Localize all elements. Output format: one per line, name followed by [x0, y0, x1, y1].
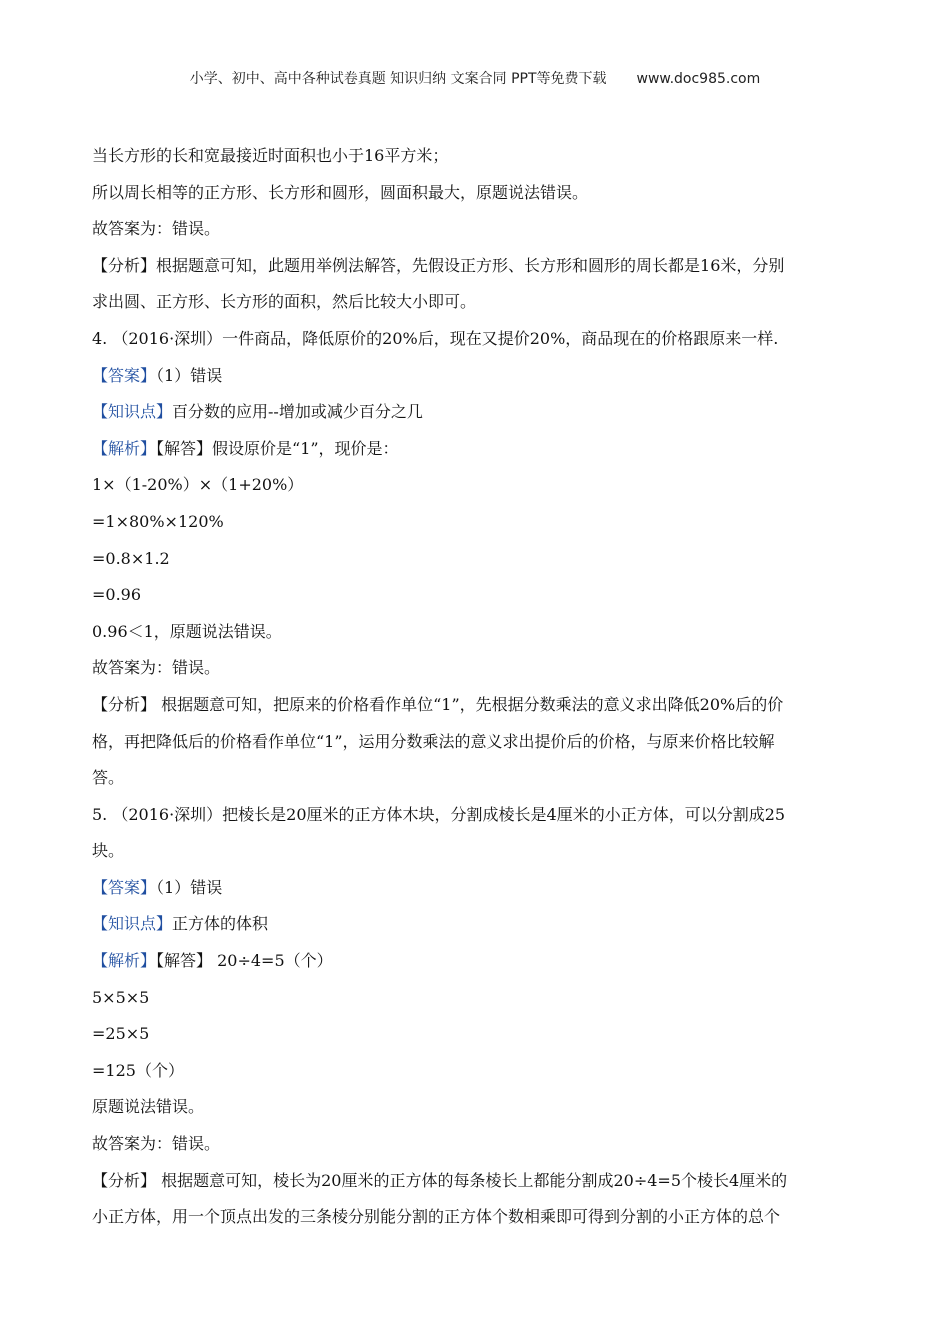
- knowledge-value: 百分数的应用--增加或减少百分之几: [172, 402, 423, 422]
- analysis-line: [92, 1163, 860, 1200]
- text-line: 所以周长相等的正方形、长方形和圆形，圆面积最大，原题说法错误。: [92, 182, 589, 202]
- answer-tag: 【答案】: [92, 365, 157, 385]
- analysis-tag: 【分析】: [92, 255, 157, 275]
- analysis-text: 根据题意可知，棱长为20厘米的正方体的每条棱长上都能分割成20÷4=5个棱长4厘米的: [156, 1170, 788, 1190]
- calc-line: =25×5: [92, 1024, 150, 1044]
- header-text: 小学、初中、高中各种试卷真题 知识归纳 文案合同 PPT等免费下载: [189, 71, 607, 87]
- text-line: 当长方形的长和宽最接近时面积也小于16平方米；: [92, 146, 449, 165]
- calc-line: 原题说法错误。: [92, 1097, 205, 1117]
- analysis-line: 求出圆、正方形、长方形的面积，然后比较大小即可。: [92, 292, 477, 312]
- knowledge-tag: 【知识点】: [92, 914, 173, 934]
- solution-tag: 【解析】: [92, 438, 157, 458]
- calc-line: 0.96＜1，原题说法错误。: [92, 621, 282, 641]
- page-header: [0, 68, 950, 88]
- analysis-line: [92, 248, 860, 285]
- answer-tag: 【答案】: [92, 877, 157, 897]
- calc-line: =0.96: [92, 585, 142, 605]
- analysis-text: 根据题意可知，把原来的价格看作单位“1”，先根据分数乘法的意义求出降低20%后的价: [156, 694, 784, 714]
- calc-line: =1×80%×120%: [92, 511, 224, 531]
- analysis-line: 小正方体，用一个顶点出发的三条棱分别能分割的正方体个数相乘即可得到分割的小正方体的总个: [92, 1207, 781, 1227]
- answer-value: （1）错误: [156, 365, 223, 385]
- q4-solution: [92, 431, 860, 468]
- knowledge-value: 正方体的体积: [172, 914, 269, 934]
- answer-value: （1）错误: [156, 877, 223, 897]
- analysis-line: [92, 687, 860, 724]
- q4-answer: [92, 358, 860, 395]
- final-answer: 故答案为：错误。: [92, 1134, 221, 1154]
- q5-solution: [92, 943, 860, 980]
- calc-line: =125（个）: [92, 1060, 184, 1080]
- q5-knowledge-point: [92, 906, 860, 943]
- question-5-cont: 块。: [92, 841, 125, 861]
- solution-value: 【解答】 20÷4=5（个）: [156, 951, 333, 971]
- analysis-line: 答。: [92, 768, 125, 788]
- knowledge-tag: 【知识点】: [92, 402, 173, 422]
- analysis-tag: 【分析】: [92, 1170, 157, 1190]
- document-body: [92, 138, 860, 1236]
- analysis-line: 格，再把降低后的价格看作单位“1”，运用分数乘法的意义求出提价后的价格，与原来价格比较解: [92, 731, 775, 751]
- text-line: 故答案为：错误。: [92, 219, 221, 239]
- final-answer: 故答案为：错误。: [92, 658, 221, 678]
- calc-line: =0.8×1.2: [92, 548, 170, 568]
- calc-line: 1×（1-20%）×（1+20%）: [92, 475, 304, 495]
- question-5: 5. （2016·深圳）把棱长是20厘米的正方体木块，分割成棱长是4厘米的小正方体，可以分割成25: [92, 804, 786, 824]
- question-4: 4. （2016·深圳）一件商品，降低原价的20%后，现在又提价20%，商品现在的价格跟原来一样.: [92, 328, 779, 348]
- calc-line: 5×5×5: [92, 987, 150, 1007]
- header-site-link[interactable]: www.doc985.com: [636, 71, 761, 87]
- analysis-tag: 【分析】: [92, 694, 157, 714]
- q4-knowledge-point: [92, 394, 860, 431]
- q5-answer: [92, 870, 860, 907]
- solution-value: 【解答】假设原价是“1”，现价是：: [156, 438, 399, 458]
- analysis-text: 根据题意可知，此题用举例法解答，先假设正方形、长方形和圆形的周长都是16米，分别: [156, 255, 785, 275]
- solution-tag: 【解析】: [92, 951, 157, 971]
